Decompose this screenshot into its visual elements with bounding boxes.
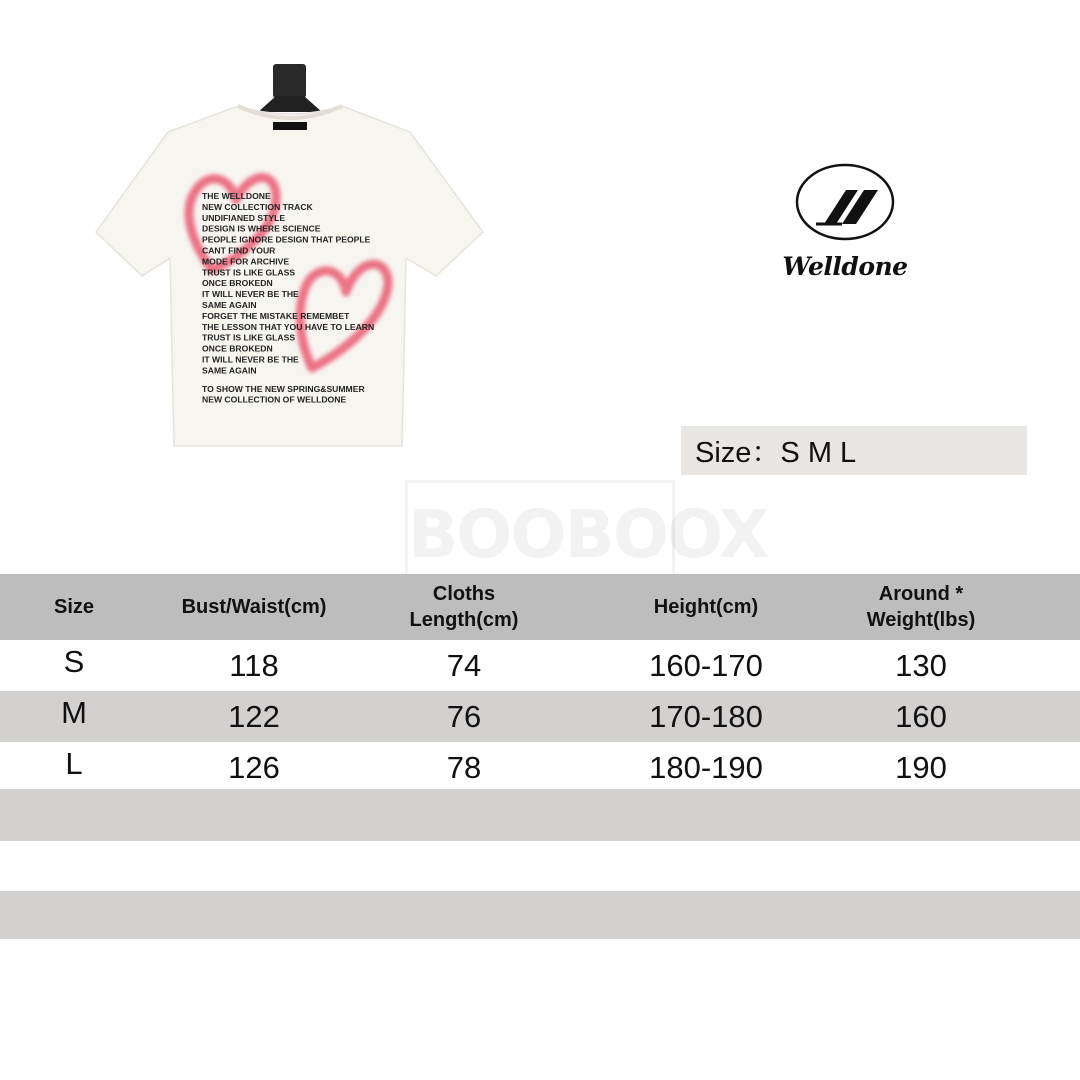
table-cell: 180-190 — [649, 750, 763, 785]
size-badge-label: Size：S M L — [695, 437, 857, 469]
table-cell: 190 — [895, 750, 947, 785]
table-cell: 126 — [228, 750, 280, 785]
shirt-print-line: SAME AGAIN — [202, 365, 257, 376]
shirt-print-line: UNDIFIANED STYLE — [202, 212, 286, 223]
table-cell: 160-170 — [649, 648, 763, 683]
shirt-print-line: THE WELLDONE — [202, 191, 271, 201]
shirt-print-line: THE LESSON THAT YOU HAVE TO LEARN — [202, 321, 375, 332]
shirt-print-line: ONCE BROKEDN — [202, 278, 273, 289]
welldone-emblem-icon — [780, 160, 910, 250]
shirt-print-line: DESIGN IS WHERE SCIENCE — [202, 223, 321, 234]
shirt-print-line: TRUST IS LIKE GLASS — [202, 332, 296, 343]
brand-logo — [780, 160, 910, 290]
shirt-print-line: CANT FIND YOUR — [202, 245, 276, 256]
table-header-cell: Height(cm) — [653, 596, 759, 618]
shirt-print-line: MODE FOR ARCHIVE — [202, 256, 290, 267]
table-cell: 130 — [895, 648, 947, 683]
table-row — [0, 742, 1080, 789]
neck-label — [273, 122, 307, 130]
table-header-cell: Size — [53, 596, 95, 618]
table-header-cell: Around * Weight(lbs) — [866, 583, 976, 631]
table-cell: 122 — [228, 699, 280, 734]
table-row — [0, 891, 1080, 939]
shirt-print-line: SAME AGAIN — [202, 300, 257, 310]
shirt-print-footer-line: TO SHOW THE NEW SPRING&SUMMER — [202, 384, 365, 394]
shirt-print-line: TRUST IS LIKE GLASS — [202, 267, 296, 278]
shirt-print-line: IT WILL NEVER BE THE — [202, 289, 299, 300]
table-row — [0, 640, 1080, 691]
table-row — [0, 841, 1080, 891]
table-cell: 118 — [229, 648, 279, 683]
product-image — [90, 60, 490, 460]
table-cell: M — [61, 695, 87, 730]
table-header-cell: Bust/Waist(cm) — [181, 596, 327, 618]
table-cell: S — [63, 644, 85, 679]
shirt-print-line: NEW COLLECTION TRACK — [202, 201, 313, 212]
shirt-print-footer-line: NEW COLLECTION OF WELLDONE — [202, 394, 347, 405]
table-row — [0, 789, 1080, 841]
table-header-row — [0, 574, 1080, 640]
table-cell: 170-180 — [649, 699, 763, 734]
table-cell: 76 — [446, 699, 482, 734]
table-header-cell: Cloths Length(cm) — [409, 583, 519, 631]
hanger-icon — [258, 64, 322, 112]
shirt-print-line: ONCE BROKEDN — [202, 343, 273, 354]
table-cell: 74 — [446, 648, 482, 683]
shirt-print-line: FORGET THE MISTAKE REMEMBET — [202, 310, 350, 321]
table-cell: 160 — [895, 699, 947, 734]
table-row — [0, 691, 1080, 742]
table-cell: 78 — [446, 750, 482, 785]
shirt-print-line: IT WILL NEVER BE THE — [202, 354, 299, 365]
watermark: BOOBOOX — [405, 480, 675, 590]
shirt-print-line: PEOPLE IGNORE DESIGN THAT PEOPLE — [202, 234, 371, 245]
brand-wordmark: Welldone — [782, 252, 908, 281]
table-cell: L — [65, 746, 83, 781]
size-badge — [681, 426, 1027, 475]
